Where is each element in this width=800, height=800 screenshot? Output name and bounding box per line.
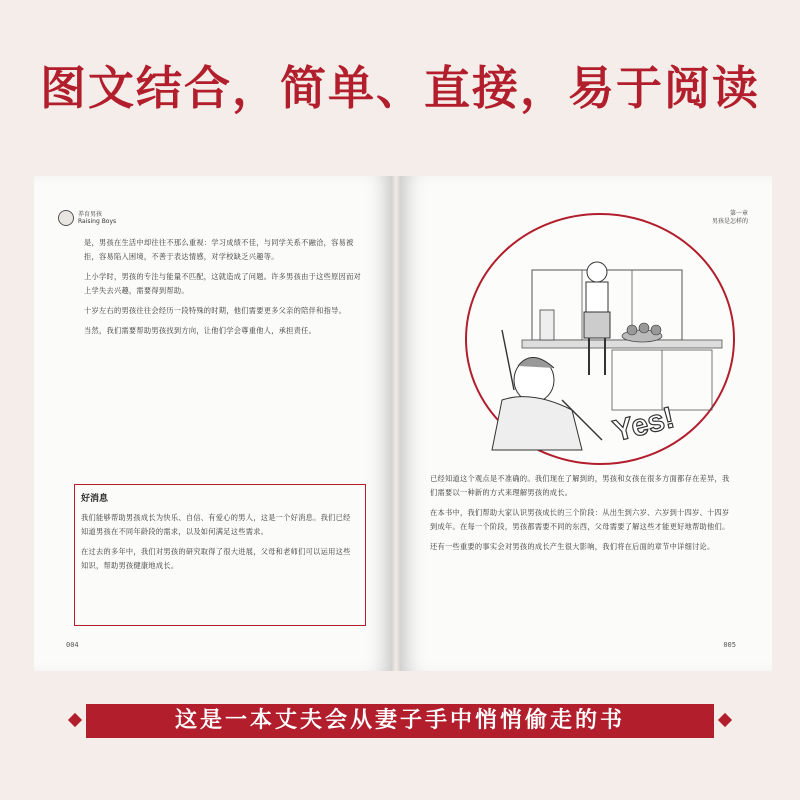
paragraph: 是，男孩在生活中却往往不那么重视：学习成绩不佳，与同学关系不融洽，容易被拒，容易陷入困境，不善于表达情感，对学校缺乏兴趣等。 — [84, 238, 354, 261]
paragraph: 十岁左右的男孩往往会经历一段特殊的时期，他们需要更多父亲的陪伴和指导。 — [84, 306, 347, 315]
illustration-drawing — [462, 210, 738, 468]
page-number-left: 004 — [66, 641, 79, 649]
open-book — [34, 176, 772, 671]
right-page-text — [430, 472, 734, 554]
chapter-title: 男孩是怎样的 — [711, 218, 748, 225]
illustration — [462, 210, 738, 468]
banner-left-ornament — [68, 713, 82, 727]
book-logo — [58, 210, 116, 226]
page-number-right: 005 — [723, 641, 736, 649]
box-title: 好消息 — [81, 494, 109, 504]
box-body — [81, 511, 357, 573]
paragraph: 上小学时，男孩的专注与能量不匹配，这就造成了问题。许多男孩由于这些原因而对上学失去兴趣，需要得到帮助。 — [84, 272, 362, 295]
illustration-caption: Yes! — [609, 401, 678, 449]
right-page — [400, 176, 772, 671]
paragraph: 在本书中，我们帮助大家认识男孩成长的三个阶段：从出生到六岁、六岁到十四岁、十四岁到成年。在每一个阶段，男孩都需要不同的东西，父母需要了解这些才能更好地帮助他们。 — [430, 508, 730, 531]
left-page-text — [84, 236, 366, 338]
logo-title: 养育男孩 — [78, 211, 103, 218]
headline: 图文结合，简单、直接，易于阅读 — [40, 61, 760, 115]
bottom-banner: 这是一本丈夫会从妻子手中悄悄偷走的书 — [86, 704, 714, 738]
paragraph: 当然，我们需要帮助男孩找到方向，让他们学会尊重他人，承担责任。 — [84, 326, 317, 335]
paragraph: 已经知道这个观点是不准确的。我们现在了解到的，男孩和女孩在很多方面都存在差异，我们需要以一种新的方式来理解男孩的成长。 — [430, 474, 730, 497]
logo-subtitle: Raising Boys — [78, 218, 117, 225]
paragraph: 我们能够帮助男孩成长为快乐、自信、有爱心的男人，这是一个好消息。我们已经知道男孩在不同年龄段的需求，以及如何满足这些需求。 — [81, 513, 351, 536]
logo-icon — [58, 210, 74, 226]
book-spine — [392, 176, 400, 671]
good-news-box — [74, 484, 366, 626]
paragraph: 还有一些重要的事实会对男孩的成长产生很大影响，我们将在后面的章节中详细讨论。 — [430, 542, 715, 551]
chapter-number: 第一章 — [729, 210, 748, 217]
left-page — [34, 176, 392, 671]
banner-right-ornament — [718, 713, 732, 727]
paragraph: 在过去的多年中，我们对男孩的研究取得了很大进展，父母和老师们可以运用这些知识，帮助男孩健康地成长。 — [81, 547, 351, 570]
